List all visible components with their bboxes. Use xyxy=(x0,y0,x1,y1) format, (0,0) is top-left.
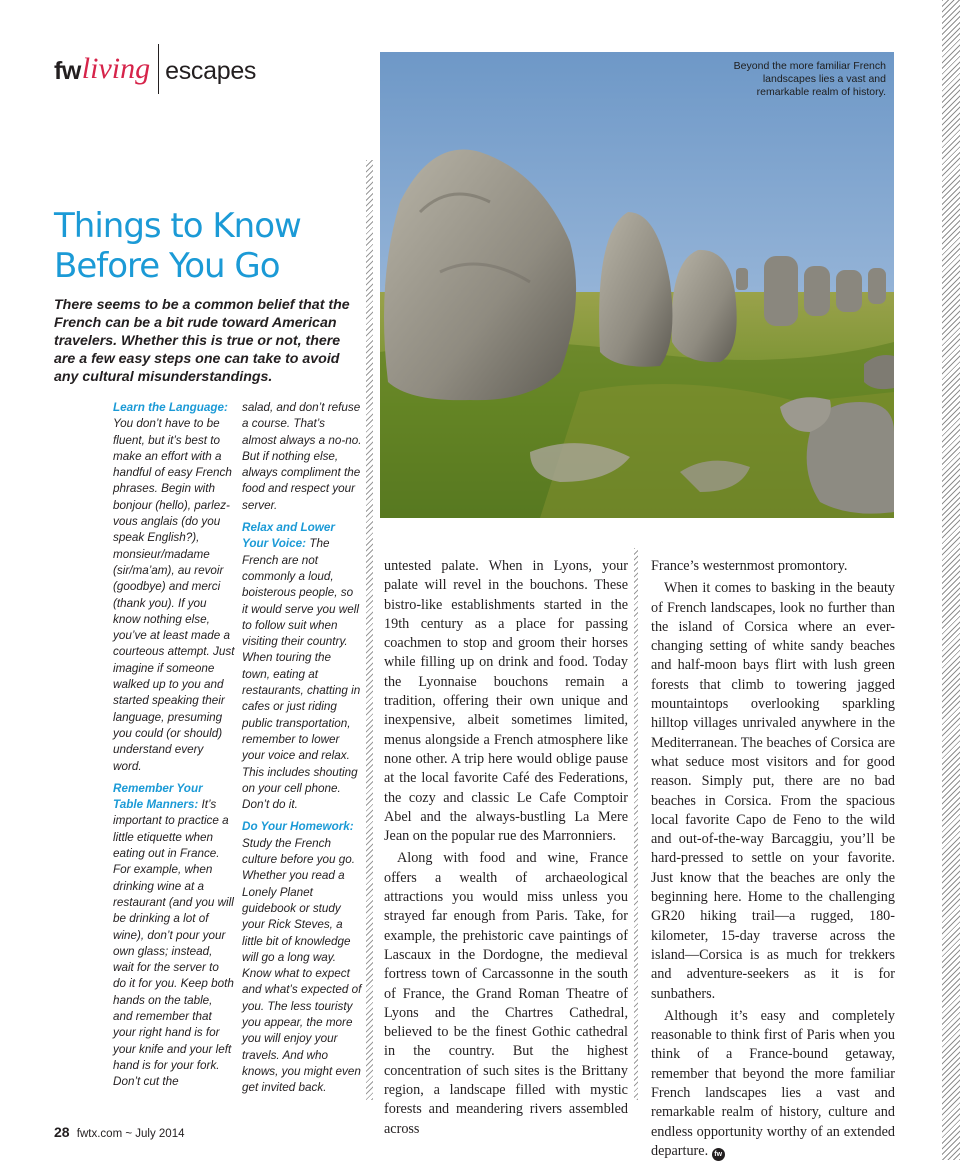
site-url: fwtx.com xyxy=(76,1128,123,1140)
article-title: Things to Know Before You Go xyxy=(54,206,301,286)
masthead-living: living xyxy=(81,52,151,85)
tip-homework xyxy=(242,819,362,1096)
body-paragraph-text: Although it’s easy and completely reasonable to think first of Paris when you think of a France-bound getaway, remember that beyond the more familiar French landscapes lies a vast and remarkable realm of history, culture and endless opportunity worthy of an extended departure. xyxy=(651,1007,895,1159)
page-number: 28 xyxy=(54,1124,70,1140)
body-paragraph: untested palate. When in Lyons, your palate will revel in the bouchons. These bistro-like establishments started in the 19th century as a place for passing coachmen to stop and groom their horses while filling up on drink and food. Today the Lyonnaise bouchons remain a tradition, offering their own unique and inexpensive, albeit sometimes limited, menus alongside a French atmosphere like none other. A trip here would oblige pause at the local favorite Café des Federations, the cozy and classic Le Cafe Comptoir Abel and the always-bustling La Mere Jean on the popular rue des Marronniers. xyxy=(384,558,628,845)
tips-column-right xyxy=(242,400,362,1102)
tips-column-left xyxy=(113,400,235,1096)
body-column-1 xyxy=(384,557,628,1139)
body-column-2 xyxy=(651,557,895,1161)
end-mark-icon: fw xyxy=(712,1148,725,1161)
body-paragraph: When it comes to basking in the beauty of French landscapes, look no further than the island of Corsica where an ever-changing setting of white sandy beaches and half-moon bays flirt with lush green forests that climb to towering jagged mountaintops overlooking sparkling hilltop villages unrivaled anywhere in the Mediterranean. The beaches of Corsica are what seduce most visitors and for good reason. Simply put, there are no bad beaches in Corsica. From the spacious local favorite Capo de Feno to the wild and out-of-the-way Barcaggiu, you’ll be hard-pressed to settle on your favorite. Just know that the beaches are only the beginning here. Home to the challenging GR20 hiking trail—a rugged, 180-kilometer, 15-day traverse across the island—Corsica is as much for trekkers and adventure-seekers as it is for sunbathers. xyxy=(651,580,895,1002)
tip-text: Study the French culture before you go. Whether you read a Lonely Planet guidebook or study your Rick Steves, a little bit of knowledge will go a long way. Know what to expect and what’s expected of you. The less touristy you appear, the more you will enjoy your travels. And who knows, you might even get invited back. xyxy=(242,836,362,1095)
body-paragraph: Along with food and wine, France offers a wealth of archaeological attractions you would miss unless you strayed far enough from Paris. Take, for example, the prehistoric cave paintings of Lascaux in the Dordogne, the medieval fortress town of Carcassonne in the south of France, the Grand Roman Theatre of Lyons and the Chartres Cathedral, believed to be the finest Gothic cathedral in the country. But the highest concentration of such sites is the Brittany region, a landscape filled with mystic forests and meandering rivers assembled across xyxy=(384,850,628,1137)
body-paragraph: France’s westernmost promontory. xyxy=(651,558,848,574)
tip-heading: Do Your Homework: xyxy=(242,820,354,834)
column-rule-left xyxy=(366,160,373,1100)
article-lede: There seems to be a common belief that the French can be a bit rude toward American travelers. Whether this is true or not, there are a few easy steps one can take to avoid any cultural misunderstandings. xyxy=(54,297,350,385)
tip-text: It’s important to practice a little etiquette when eating out in France. For example, when drinking wine at a restaurant (and you will be drinking a lot of wine), don’t pour your own glass; instead, wait for the server to do it for you. Keep both hands on the table, and remember that your right hand is for your knife and your left hand is for your fork. Don’t cut the xyxy=(113,798,234,1089)
photo-caption: Beyond the more familiar French landscapes lies a vast and remarkable realm of history. xyxy=(733,60,886,98)
page-folio xyxy=(54,1124,185,1140)
column-rule-right xyxy=(634,548,638,1100)
masthead-fw: fw xyxy=(54,57,81,85)
tip-table-manners xyxy=(113,781,235,1091)
issue-date: ~ July 2014 xyxy=(125,1128,185,1140)
tip-lower-voice xyxy=(242,520,362,813)
page-edge-pattern xyxy=(942,0,960,1160)
tip-table-manners-continued xyxy=(242,400,362,514)
standing-stones-illustration xyxy=(380,52,894,518)
tip-heading: Remember Your Table Manners: xyxy=(113,781,203,812)
tip-learn-language xyxy=(113,400,235,775)
tip-text: salad, and don’t refuse a course. That’s almost always a no-no. But if nothing else, always compliment the food and respect your server. xyxy=(242,401,362,512)
body-paragraph-final xyxy=(651,1007,895,1161)
masthead xyxy=(54,44,256,84)
standing-stones-photo xyxy=(380,52,894,518)
masthead-divider xyxy=(158,44,159,94)
tip-text: You don’t have to be fluent, but it’s best to make an effort with a handful of easy French phrases. Begin with bonjour (hello), parlez-vous anglais (do you speak English?), monsieur/madame (sir/ma’am), au revoir (goodbye) and merci (thank you). If you know nothing else, you’ve at least made a courteous attempt. Just imagine if someone walked up to you and started speaking their language, presuming you could (or should) understand every word. xyxy=(113,417,235,773)
tip-heading: Learn the Language: xyxy=(113,401,228,414)
tip-text: The French are not commonly a loud, boisterous people, so it would serve you well to follow suit when visiting their country. When touring the town, eating at restaurants, chatting in cafes or just riding public transportation, remember to lower your voice and relax. This includes shouting on your cell phone. Don’t do it. xyxy=(242,537,361,812)
tip-heading: Relax and Lower Your Voice: xyxy=(242,521,335,551)
section-name: escapes xyxy=(165,57,257,85)
